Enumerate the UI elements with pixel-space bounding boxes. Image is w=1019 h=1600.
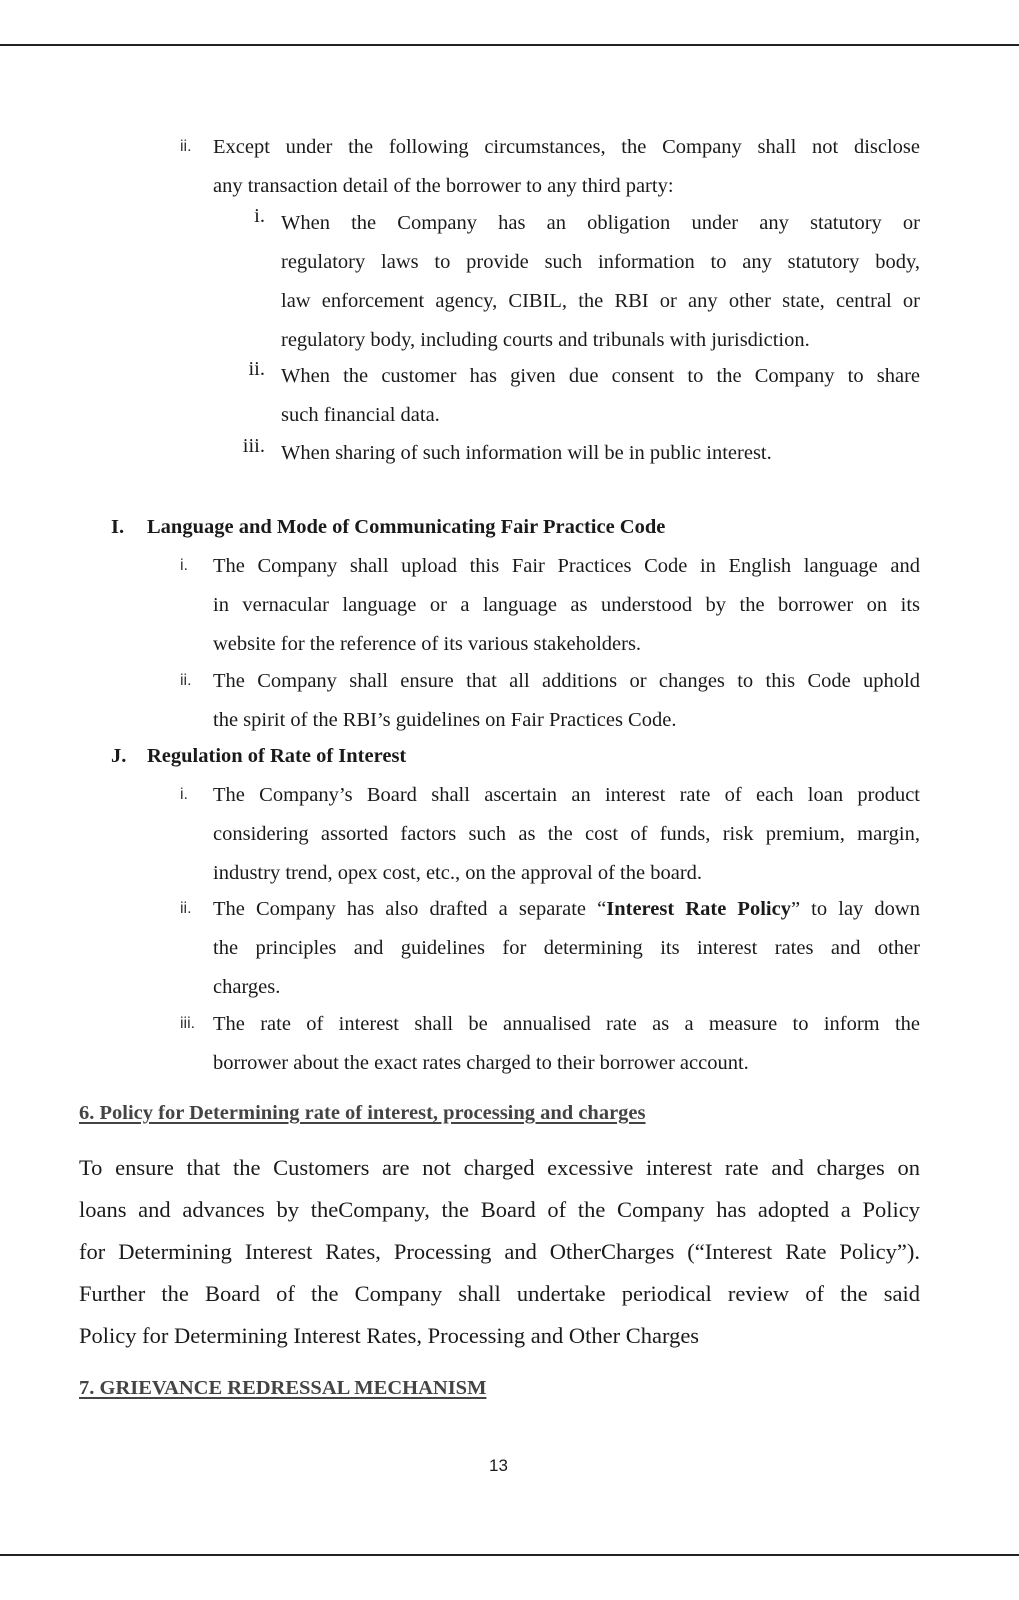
- list-item: [213, 662, 920, 740]
- list-item: [281, 357, 920, 435]
- list-marker: i.: [180, 557, 188, 574]
- text-line: To ensure that the Customers are not charged excessive interest rate and charges on: [79, 1155, 920, 1180]
- list-marker: i.: [180, 786, 188, 803]
- text-line: in vernacular language or a language as understood by the borrower on its: [213, 594, 920, 616]
- top-rule: [0, 44, 1019, 46]
- list-marker: iii.: [180, 1015, 196, 1032]
- text-line: any transaction detail of the borrower to any third party:: [213, 175, 674, 197]
- text-line: The rate of interest shall be annualised rate as a measure to inform the: [213, 1013, 920, 1035]
- text-line: charges.: [213, 976, 281, 998]
- text-run: The Company has also drafted a separate “: [213, 898, 607, 920]
- text-line: industry trend, opex cost, etc., on the approval of the board.: [213, 862, 703, 884]
- text-run: ” to lay down: [790, 898, 920, 920]
- section-heading: Language and Mode of Communicating Fair Practice Code: [147, 516, 666, 538]
- section-letter: J.: [111, 745, 127, 767]
- text-line: website for the reference of its various stakeholders.: [213, 633, 642, 655]
- list-item: [213, 776, 920, 893]
- section-body: [79, 1147, 920, 1357]
- text-line: Except under the following circumstances, the Company shall not disclose: [213, 136, 920, 158]
- list-marker: ii.: [180, 672, 192, 689]
- text-line: The Company shall ensure that all additions or changes to this Code uphold: [213, 670, 920, 692]
- text-line: the principles and guidelines for determining its interest rates and other: [213, 937, 920, 959]
- text-line: regulatory body, including courts and tribunals with jurisdiction.: [281, 329, 810, 351]
- policy-name: Interest Rate Policy: [606, 898, 791, 920]
- text-line: borrower about the exact rates charged to their borrower account.: [213, 1052, 749, 1074]
- bottom-rule: [0, 1554, 1019, 1556]
- list-item: [213, 547, 920, 664]
- list-item: [281, 204, 920, 360]
- list-item: [213, 128, 920, 206]
- text-line: The Company’s Board shall ascertain an interest rate of each loan product: [213, 784, 920, 806]
- text-line: The Company shall upload this Fair Practices Code in English language and: [213, 555, 920, 577]
- text-line: When the Company has an obligation under any statutory or: [281, 212, 920, 234]
- text-line: such financial data.: [281, 404, 440, 426]
- text-line: loans and advances by theCompany, the Board of the Company has adopted a Policy: [79, 1197, 920, 1222]
- text-line: When the customer has given due consent to the Company to share: [281, 365, 920, 387]
- text-line: for Determining Interest Rates, Processing and OtherCharges (“Interest Rate Policy”).: [79, 1239, 920, 1264]
- section-letter: I.: [111, 516, 125, 538]
- list-item: [281, 434, 920, 473]
- text-line: law enforcement agency, CIBIL, the RBI or any other state, central or: [281, 290, 920, 312]
- text-line: the spirit of the RBI’s guidelines on Fair Practices Code.: [213, 709, 677, 731]
- text-line: When sharing of such information will be in public interest.: [281, 442, 772, 464]
- text-line: Policy for Determining Interest Rates, Processing and Other Charges: [79, 1323, 700, 1348]
- text-line: Further the Board of the Company shall undertake periodical review of the said: [79, 1281, 920, 1306]
- list-marker: ii.: [180, 138, 192, 155]
- list-marker: i.: [254, 205, 265, 227]
- section-heading: Regulation of Rate of Interest: [147, 745, 407, 767]
- text-line: considering assorted factors such as the cost of funds, risk premium, margin,: [213, 823, 920, 845]
- list-item: [213, 1005, 920, 1083]
- page-number: 13: [489, 1456, 508, 1475]
- list-marker: ii.: [180, 900, 192, 917]
- section-title: 7. GRIEVANCE REDRESSAL MECHANISM: [79, 1377, 487, 1399]
- text-line: regulatory laws to provide such information to any statutory body,: [281, 251, 920, 273]
- list-item: [213, 890, 920, 1007]
- list-marker: ii.: [248, 358, 265, 380]
- list-marker: iii.: [242, 435, 265, 457]
- text-line: [213, 890, 920, 929]
- section-title: 6. Policy for Determining rate of interest, processing and charges: [79, 1102, 646, 1124]
